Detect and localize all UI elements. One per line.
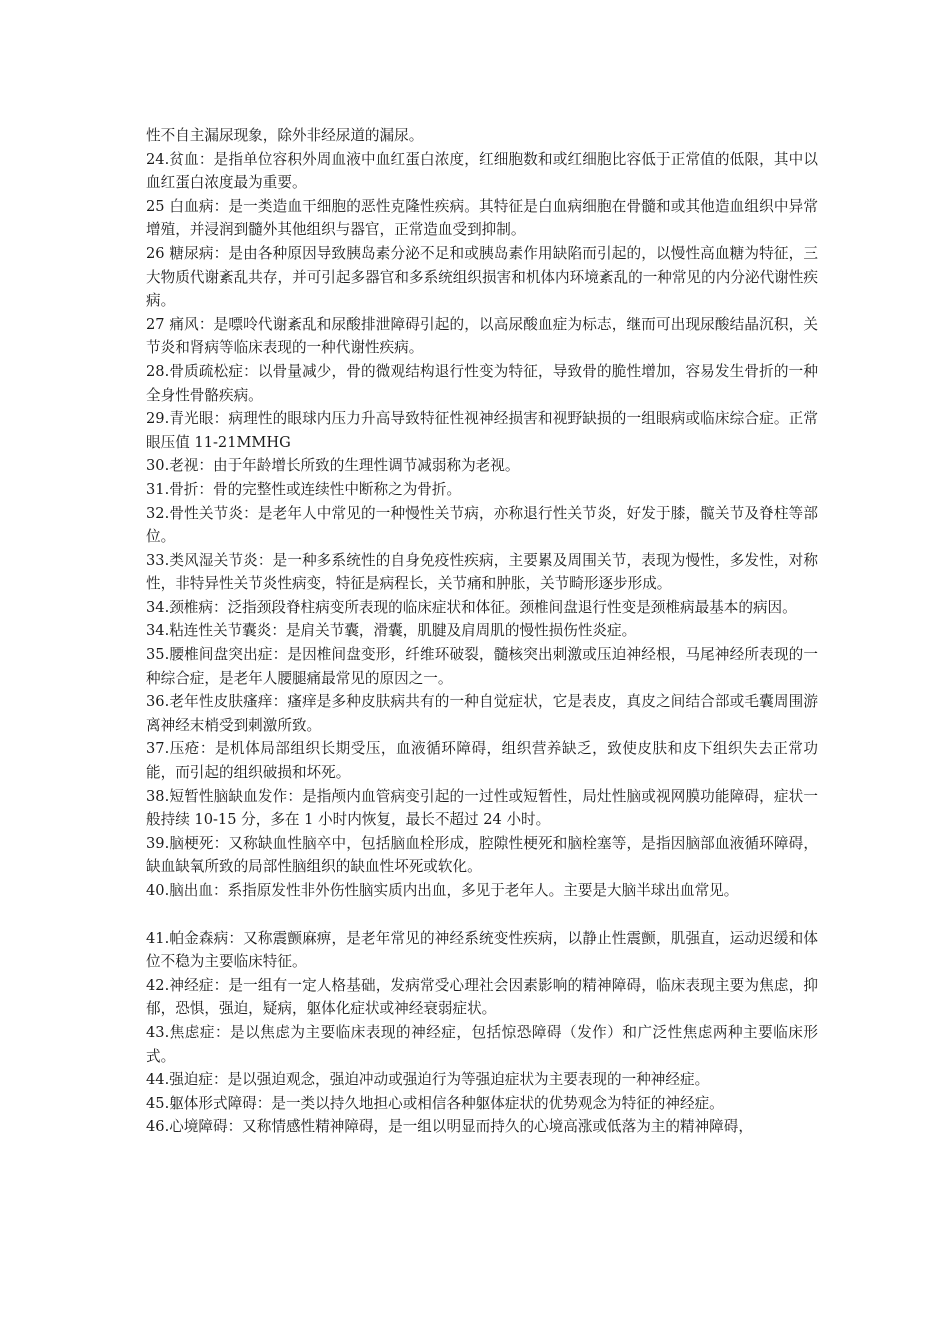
paragraph-neurosis: 42.神经症：是一组有一定人格基础，发病常受心理社会因素影响的精神障碍，临床表现主要为焦虑，抑郁，恐惧，强迫，疑病，躯体化症状或神经衰弱症状。 [146, 976, 818, 1018]
paragraph-gout: 27 痛风：是嘌呤代谢紊乱和尿酸排泄障碍引起的，以高尿酸血症为标志，继而可出现尿酸结晶沉积，关节炎和肾病等临床表现的一种代谢性疾病。 [146, 315, 818, 357]
paragraph-cerebral-infarction: 39.脑梗死：又称缺血性脑卒中，包括脑血栓形成，腔隙性梗死和脑栓塞等，是指因脑部血液循环障碍，缺血缺氧所致的局部性脑组织的缺血性坏死或软化。 [146, 834, 818, 876]
paragraph-leukemia: 25 白血病：是一类造血干细胞的恶性克隆性疾病。其特征是白血病细胞在骨髓和或其他造血组织中异常增殖，并浸润到髓外其他组织与器官，正常造血受到抑制。 [146, 197, 818, 239]
paragraph-tia: 38.短暂性脑缺血发作：是指颅内血管病变引起的一过性或短暂性，局灶性脑或视网膜功能障碍，症状一般持续 10-15 分，多在 1 小时内恢复，最长不超过 24 小时。 [146, 787, 818, 829]
paragraph-anxiety-disorder: 43.焦虑症：是以焦虑为主要临床表现的神经症，包括惊恐障碍（发作）和广泛性焦虑两种主要临床形式。 [146, 1023, 818, 1065]
paragraph-anemia: 24.贫血：是指单位容积外周血液中血红蛋白浓度，红细胞数和或红细胞比容低于正常值的低限，其中以血红蛋白浓度最为重要。 [146, 150, 818, 192]
paragraph-parkinsons: 41.帕金森病：又称震颤麻痹，是老年常见的神经系统变性疾病，以静止性震颤，肌强直，运动迟缓和体位不稳为主要临床特征。 [146, 929, 818, 971]
paragraph-cervical-spondylosis: 34.颈椎病：泛指颈段脊柱病变所表现的临床症状和体征。颈椎间盘退行性变是颈椎病最基本的病因。 [146, 598, 797, 616]
paragraph-lumbar-disc-herniation: 35.腰椎间盘突出症：是因椎间盘变形，纤维环破裂，髓核突出刺激或压迫神经根，马尾神经所表现的一种综合症，是老年人腰腿痛最常见的原因之一。 [146, 646, 818, 687]
paragraph-rheumatoid-arthritis: 33.类风湿关节炎：是一种多系统性的自身免疫性疾病，主要累及周围关节，表现为慢性，多发性，对称性，非特异性关节炎性病变，特征是病程长，关节痛和肿胀，关节畸形逐步形成。 [146, 551, 818, 593]
paragraph-ocd: 44.强迫症：是以强迫观念，强迫冲动或强迫行为等强迫症状为主要表现的一种神经症。 [146, 1071, 710, 1089]
paragraph-continuation: 性不自主漏尿现象，除外非经尿道的漏尿。 [146, 127, 424, 144]
paragraph-osteoarthritis: 32.骨性关节炎：是老年人中常见的一种慢性关节病，亦称退行性关节炎，好发于膝，髋关节及脊柱等部位。 [146, 504, 818, 546]
paragraph-mood-disorder: 46.心境障碍：又称情感性精神障碍，是一组以明显而持久的心境高涨或低落为主的精神障碍， [146, 1118, 753, 1136]
paragraph-adhesive-capsulitis: 34.粘连性关节囊炎：是肩关节囊，滑囊，肌腱及肩周肌的慢性损伤性炎症。 [146, 622, 637, 640]
paragraph-senile-pruritus: 36.老年性皮肤瘙痒：瘙痒是多种皮肤病共有的一种自觉症状，它是表皮，真皮之间结合部或毛囊周围游离神经末梢受到刺激所致。 [146, 693, 818, 734]
paragraph-presbyopia: 30.老视：由于年龄增长所致的生理性调节减弱称为老视。 [146, 457, 520, 475]
document-page [146, 124, 818, 1139]
paragraph-cerebral-hemorrhage: 40.脑出血：系指原发性非外伤性脑实质内出血，多见于老年人。主要是大脑半球出血常见。 [146, 882, 739, 899]
paragraph-osteoporosis: 28.骨质疏松症：以骨量减少，骨的微观结构退行性变为特征，导致骨的脆性增加，容易发生骨折的一种全身性骨骼疾病。 [146, 362, 818, 404]
paragraph-glaucoma: 29.青光眼：病理性的眼球内压力升高导致特征性视神经损害和视野缺损的一组眼病或临床综合症。正常眼压值 11-21MMHG [146, 410, 818, 451]
paragraph-diabetes: 26 糖尿病：是由各种原因导致胰岛素分泌不足和或胰岛素作用缺陷而引起的，以慢性高血糖为特征，三大物质代谢紊乱共存，并可引起多器官和多系统组织损害和机体内环境紊乱的一种常见的内分泌代谢性疾病。 [146, 244, 818, 310]
paragraph-fracture: 31.骨折：骨的完整性或连续性中断称之为骨折。 [146, 480, 462, 498]
blank-line [146, 903, 818, 927]
paragraph-somatoform-disorder: 45.躯体形式障碍：是一类以持久地担心或相信各种躯体症状的优势观念为特征的神经症。 [146, 1094, 724, 1112]
paragraph-pressure-ulcer: 37.压疮：是机体局部组织长期受压，血液循环障碍，组织营养缺乏，致使皮肤和皮下组织失去正常功能，而引起的组织破损和坏死。 [146, 740, 818, 782]
